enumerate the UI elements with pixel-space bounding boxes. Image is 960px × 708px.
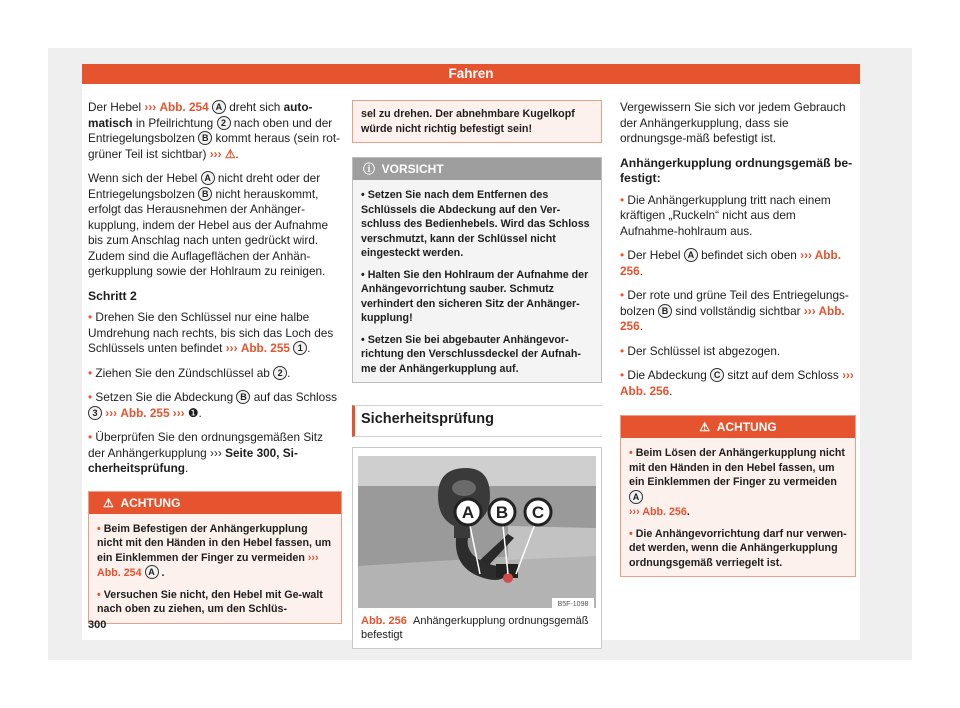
column-middle xyxy=(352,100,602,649)
bullet-lever-up: • Der Hebel A befindet sich oben ››› Abb. 256. xyxy=(620,248,841,278)
warning-icon: ⚠ xyxy=(699,420,717,434)
bullet-icon: • xyxy=(88,390,96,404)
link-abb-256[interactable]: Abb. 256 xyxy=(620,383,670,398)
bullet-key-removed: • Der Schlüssel ist abgezogen. xyxy=(620,343,781,358)
marker-a: A xyxy=(201,171,215,185)
warning-box xyxy=(620,415,856,577)
figure-caption xyxy=(353,608,601,648)
caution-item: • Halten Sie den Hohlraum der Aufnahme der Anhängevorrichtung sauber. Schmutz verhindert den sicheren Sitz der Anhänger-kupplung! xyxy=(361,268,589,324)
bullet-no-jolt: • Die Anhängerkupplung tritt nach einem kräftigen „Ruckeln“ nicht aus dem Aufnahme-hohlraum aus. xyxy=(620,192,831,238)
caution-icon[interactable]: ❶ xyxy=(187,405,199,420)
column-left xyxy=(88,100,342,624)
bullet-icon: • xyxy=(361,333,368,346)
marker-b: B xyxy=(236,390,250,404)
section-header xyxy=(352,405,602,437)
marker-3: 3 xyxy=(88,406,102,420)
bullet-icon: • xyxy=(620,368,628,382)
marker-1: 1 xyxy=(293,341,307,355)
tow-hitch-illustration xyxy=(358,456,596,608)
warning-item: • Beim Lösen der Anhängerkupplung nicht mit den Händen in den Hebel fassen, um ein Einklemmen der Finger zu vermeiden A ››› Abb. 256. xyxy=(629,447,845,518)
label-c: C xyxy=(531,502,545,522)
marker-a: A xyxy=(212,100,226,114)
warning-box-continued: sel zu drehen. Der abnehmbare Kugelkopf würde nicht richtig befestigt sein! xyxy=(352,100,602,143)
link-abb-256[interactable]: Abb. 256 xyxy=(620,248,841,278)
link-abb-256[interactable]: Abb. 256 xyxy=(639,506,687,518)
page-number: 300 xyxy=(88,619,107,631)
label-a: A xyxy=(461,502,475,522)
link-abb-256[interactable]: Abb. 256 xyxy=(620,303,845,333)
xref-arrow: ››› xyxy=(144,100,157,114)
bullet-icon: • xyxy=(629,447,636,459)
marker-a: A xyxy=(145,565,159,579)
paragraph-check-intro: Vergewissern Sie sich vor jedem Gebrauch der Anhängerkupplung, dass sie ordnungsge-mäß befestigt ist. xyxy=(620,100,846,145)
link-abb-255[interactable]: Abb. 255 xyxy=(240,341,290,355)
bullet-icon: • xyxy=(620,192,628,207)
bullet-place-cover: • Setzen Sie die Abdeckung B auf das Schloss 3 ››› Abb. 255 ››› ❶. xyxy=(88,390,337,420)
caution-box-header: ⓘ VORSICHT xyxy=(353,158,601,180)
marker-2: 2 xyxy=(273,366,287,380)
bullet-cover-fitted: • Die Abdeckung C sitzt auf dem Schloss ››› Abb. 256. xyxy=(620,368,854,398)
marker-c: C xyxy=(710,368,724,382)
caption-text: Anhängerkupplung ordnungsgemäß befestigt xyxy=(361,614,589,641)
xref-arrow: ››› xyxy=(209,146,222,161)
link-seite-300[interactable]: Seite 300, Si-cherheitsprüfung xyxy=(88,445,298,475)
bullet-icon: • xyxy=(97,588,104,601)
warning-box-header: ⚠ ACHTUNG xyxy=(621,416,855,438)
bullet-bolt-visible: • Der rote und grüne Teil des Entriegelungs-bolzen B sind vollständig sichtbar ››› Abb. 256. xyxy=(620,288,849,333)
bullet-icon: • xyxy=(620,248,628,262)
bullet-icon: • xyxy=(88,365,96,380)
figure-code: B5F-1098 xyxy=(557,600,589,608)
bullet-icon: • xyxy=(620,343,628,358)
warning-icon[interactable]: ⚠ xyxy=(224,146,236,161)
bullet-icon: • xyxy=(629,527,636,540)
paragraph-lever-turns: Der Hebel ››› Abb. 254 A dreht sich auto-matisch in Pfeilrichtung 2 nach oben und der Entriegelungsbolzen B kommt heraus (sein rot-grüner Teil ist sichtbar) ››› ⚠. xyxy=(88,100,341,161)
section-title: Sicherheitsprüfung xyxy=(361,411,494,427)
bullet-icon: • xyxy=(361,268,368,281)
caution-item: • Setzen Sie nach dem Entfernen des Schlüssels die Abdeckung auf den Ver-schluss des Bedienhebels. Wird das Schloss verschmutzt, kann der Schlüssel nicht eingesteckt werden. xyxy=(361,189,590,259)
paragraph-lever-fail: Wenn sich der Hebel A nicht dreht oder der Entriegelungsbolzen B nicht herauskommt, erfolgt das Herausnehmen der Anhänger-kupplung, indem der Hebel aus der Aufnahme bis zum Anschlag nach unten gedrückt wird. Zudem sind die Auflageflächen der Anhän-gerkupplung sowie der Hohlraum zu reinigen. xyxy=(88,171,329,278)
marker-a: A xyxy=(684,248,698,262)
bullet-icon: • xyxy=(620,288,628,302)
marker-b: B xyxy=(198,131,212,145)
marker-b: B xyxy=(658,304,672,318)
marker-b: B xyxy=(198,187,212,201)
bullet-icon: • xyxy=(361,189,368,201)
figure-256 xyxy=(352,447,602,649)
warning-item: • Beim Befestigen der Anhängerkupplung nicht mit den Händen in den Hebel fassen, um ein Einklemmen der Finger zu vermeiden ››› Abb. 254 A . xyxy=(97,522,331,579)
info-icon: ⓘ xyxy=(363,162,382,176)
marker-2: 2 xyxy=(217,116,231,130)
bullet-turn-key: • Drehen Sie den Schlüssel nur eine halbe Umdrehung nach rechts, bis sich das Loch des Schlüssels unten befindet ››› Abb. 255 1 . xyxy=(88,310,334,355)
warning-box xyxy=(88,491,342,624)
chapter-banner: Fahren xyxy=(82,64,860,84)
column-right xyxy=(620,100,856,577)
bullet-icon: • xyxy=(97,522,104,535)
figure-image xyxy=(358,456,596,608)
label-b: B xyxy=(495,502,509,522)
caution-box xyxy=(352,157,602,383)
checklist-heading: Anhängerkupplung ordnungsgemäß be-festigt: xyxy=(620,155,853,185)
warning-item: • Die Anhängevorrichtung darf nur verwen-det werden, wenn die Anhängerkupplung ordnungsgemäß verriegelt ist. xyxy=(629,527,847,569)
bullet-check-fit: • Überprüfen Sie den ordnungsgemäßen Sitz der Anhängerkupplung ››› Seite 300, Si-cherheitsprüfung. xyxy=(88,430,323,475)
marker-a: A xyxy=(629,490,643,504)
link-abb-255[interactable]: Abb. 255 xyxy=(120,405,170,420)
bullet-icon: • xyxy=(88,310,96,324)
caution-item: • Setzen Sie bei abgebauter Anhängevor-richtung den Verschlussdeckel der Aufnah-me der Anhängerkupplung auf. xyxy=(361,333,581,375)
warning-box-header: ⚠ ACHTUNG xyxy=(89,492,341,514)
bullet-icon: • xyxy=(88,430,96,444)
step-heading: Schritt 2 xyxy=(88,288,137,303)
warning-icon: ⚠ xyxy=(103,495,121,510)
link-abb-254[interactable]: Abb. 254 xyxy=(159,100,209,114)
bullet-remove-key: • Ziehen Sie den Zündschlüssel ab 2 . xyxy=(88,365,291,380)
caption-number: Abb. 256 xyxy=(361,614,407,627)
link-abb-254[interactable]: Abb. 254 xyxy=(97,567,142,579)
warning-item: • Versuchen Sie nicht, den Hebel mit Ge-walt nach oben zu ziehen, um den Schlüs- xyxy=(97,588,323,615)
